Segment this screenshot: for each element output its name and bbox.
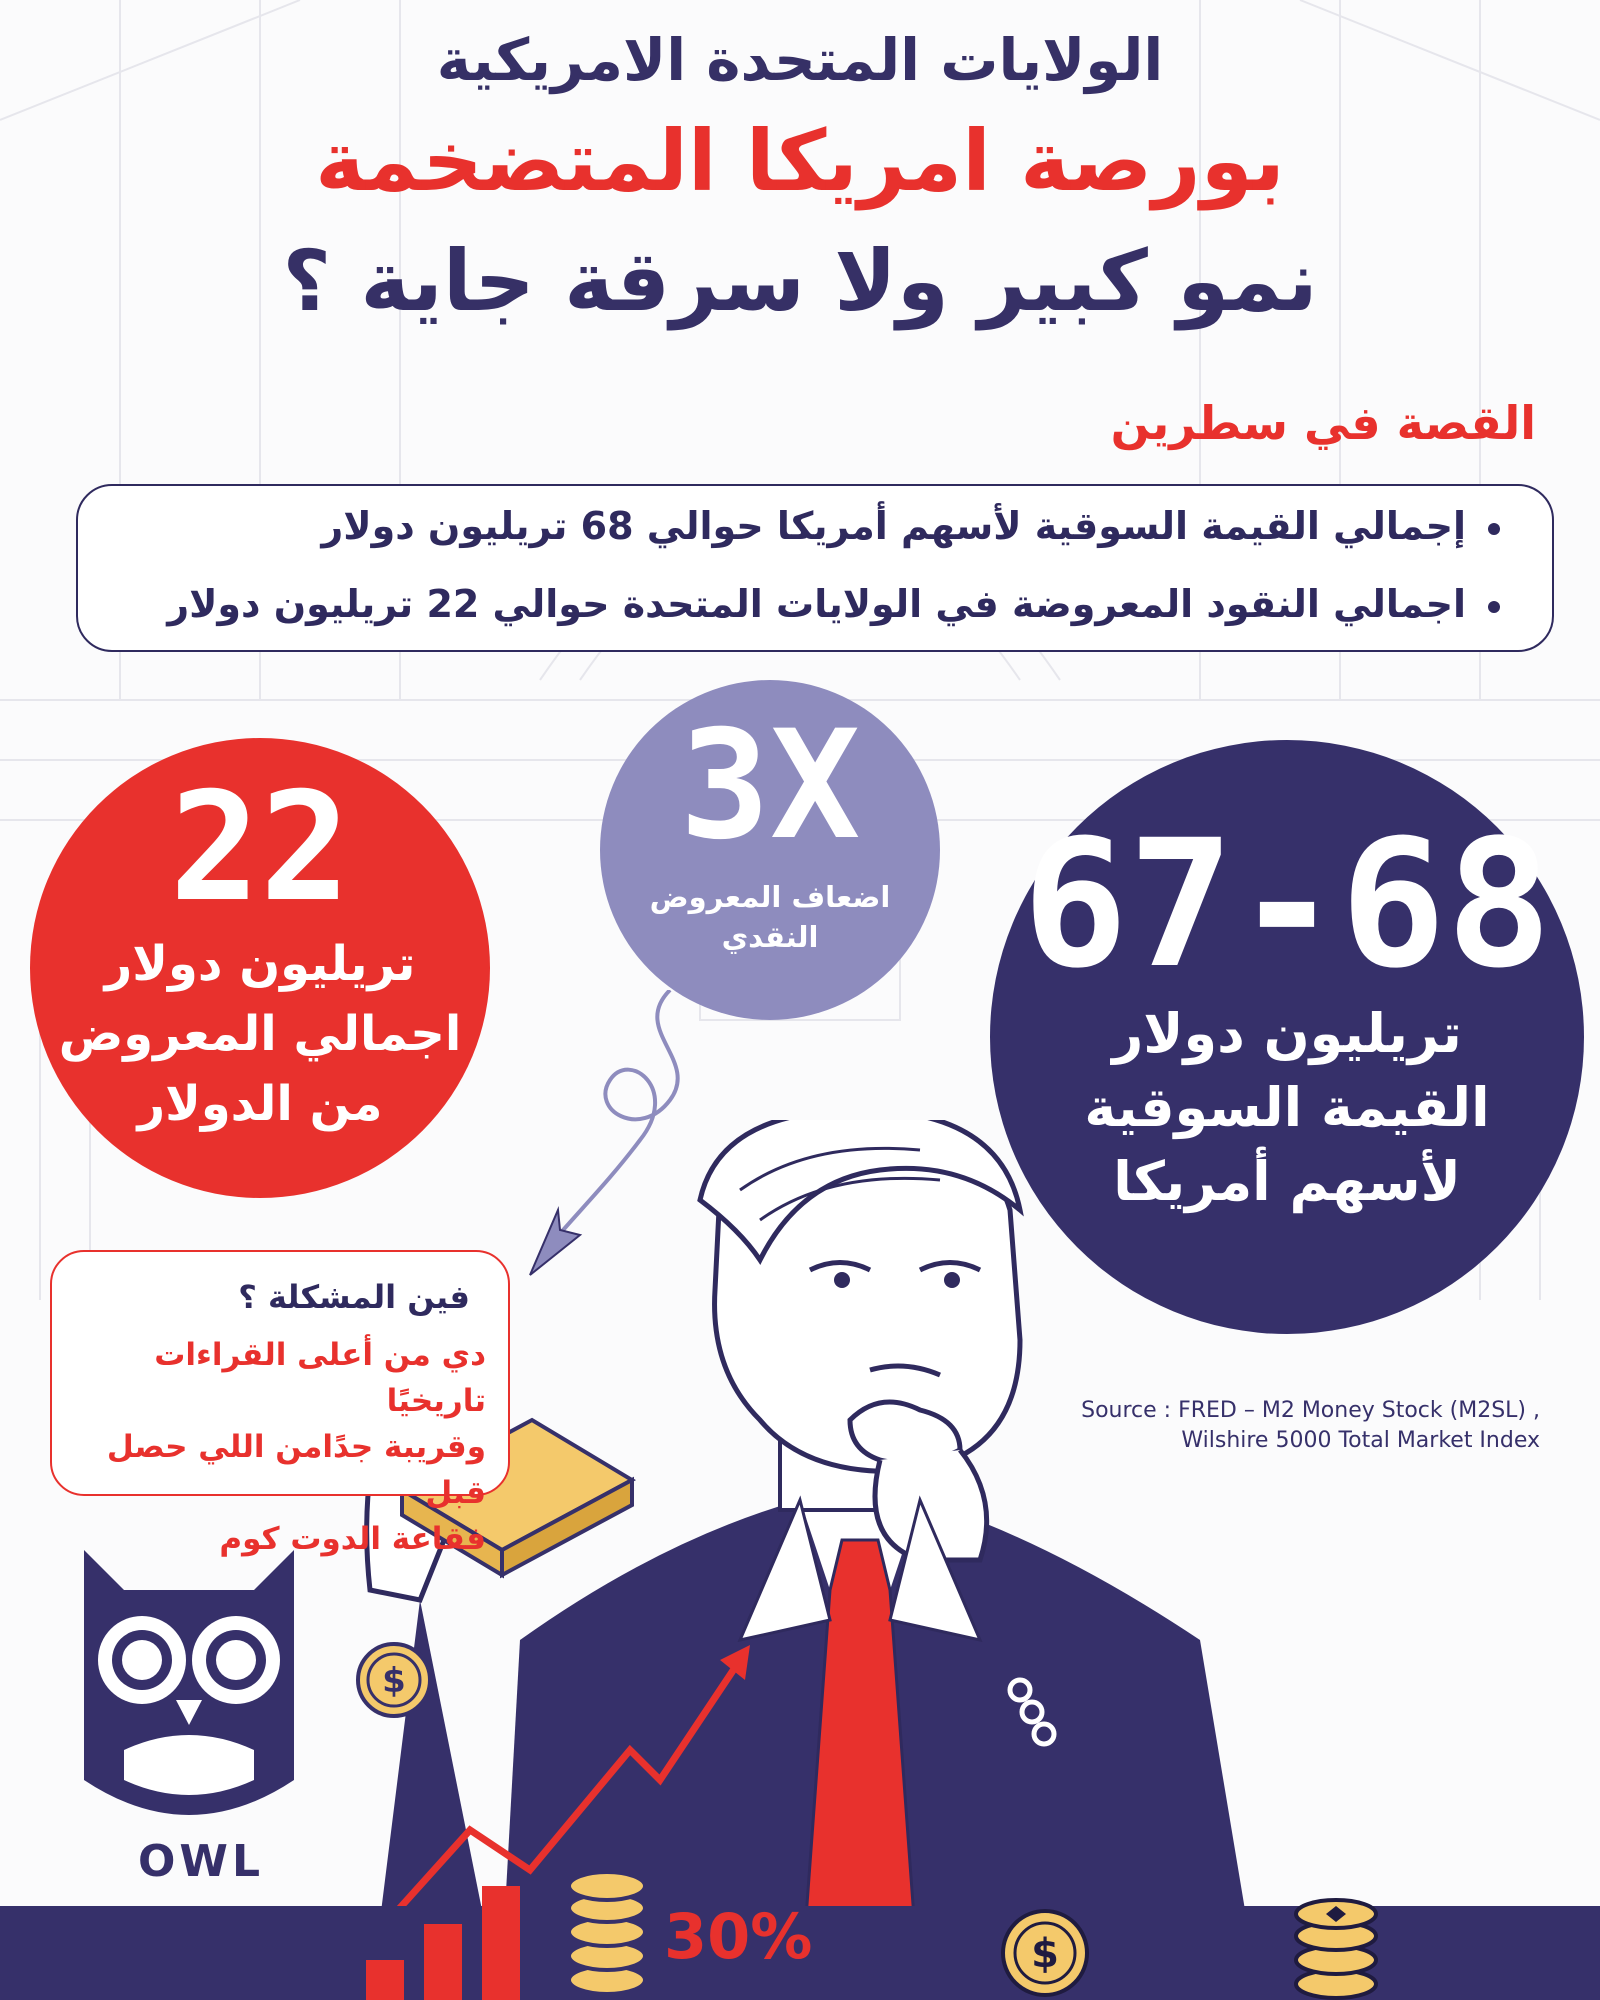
svg-text:$: $	[382, 1661, 406, 1701]
summary-item-text: اجمالي النقود المعروضة في الولايات المتحدة حوالي 22 تريليون دولار	[167, 582, 1466, 626]
svg-text:$: $	[1031, 1931, 1059, 1977]
multiple-line1: اضعاف المعروض	[649, 880, 891, 914]
source-note	[1060, 1396, 1540, 1456]
source-line: Wilshire 5000 Total Market Index	[1181, 1428, 1540, 1453]
money-supply-line2: اجمالي المعروض	[58, 1006, 462, 1062]
summary-item	[321, 504, 1500, 548]
market-cap-value: 67-68	[1022, 802, 1552, 1007]
coin-stack-icon	[1288, 1896, 1384, 2000]
problem-line: وقريبة جدًامن اللي حصل قبل	[106, 1429, 486, 1511]
summary-item	[167, 582, 1500, 626]
problem-body	[66, 1332, 486, 1562]
market-cap-line2: القيمة السوقية	[1084, 1076, 1490, 1139]
bullet-dot	[1488, 523, 1500, 535]
market-cap-line1: تريليون دولار	[1112, 1002, 1462, 1065]
coin-stack-icon	[562, 1870, 652, 2000]
title-question: نمو كبير ولا سرقة جاية ؟	[282, 232, 1318, 330]
problem-line: دي من أعلى القراءات تاريخيًا	[154, 1337, 486, 1419]
dollar-coin-icon	[998, 1906, 1092, 2000]
multiple-value: 3X	[679, 699, 861, 873]
summary-item-text: إجمالي القيمة السوقية لأسهم أمريكا حوالي 68 تريليون دولار	[321, 504, 1466, 548]
owl-logo-icon	[84, 1550, 294, 1850]
source-line: Source : FRED – M2 Money Stock (M2SL) ,	[1081, 1398, 1540, 1423]
money-supply-line1: تريليون دولار	[104, 936, 416, 992]
market-cap-circle	[990, 740, 1584, 1334]
money-supply-value: 22	[169, 761, 351, 935]
logo-text: OWL	[138, 1836, 264, 1887]
multiple-line2: النقدي	[721, 920, 819, 954]
bar-chart-icon	[360, 1880, 530, 2000]
multiple-circle	[600, 680, 940, 1020]
problem-line: فقاعة الدوت كوم	[219, 1521, 486, 1557]
bullet-dot	[1488, 601, 1500, 613]
title-country: الولايات المتحدة الامريكية	[436, 26, 1164, 94]
problem-box	[50, 1250, 510, 1557]
percent-label: 30%	[664, 1900, 813, 1973]
problem-heading: فين المشكلة ؟	[238, 1278, 470, 1316]
money-supply-line3: من الدولار	[137, 1076, 383, 1132]
title-main: بورصة امريكا المتضخمة	[315, 112, 1285, 210]
subheading: القصة في سطرين	[1110, 396, 1536, 450]
market-cap-line3: لأسهم أمريكا	[1113, 1150, 1461, 1213]
